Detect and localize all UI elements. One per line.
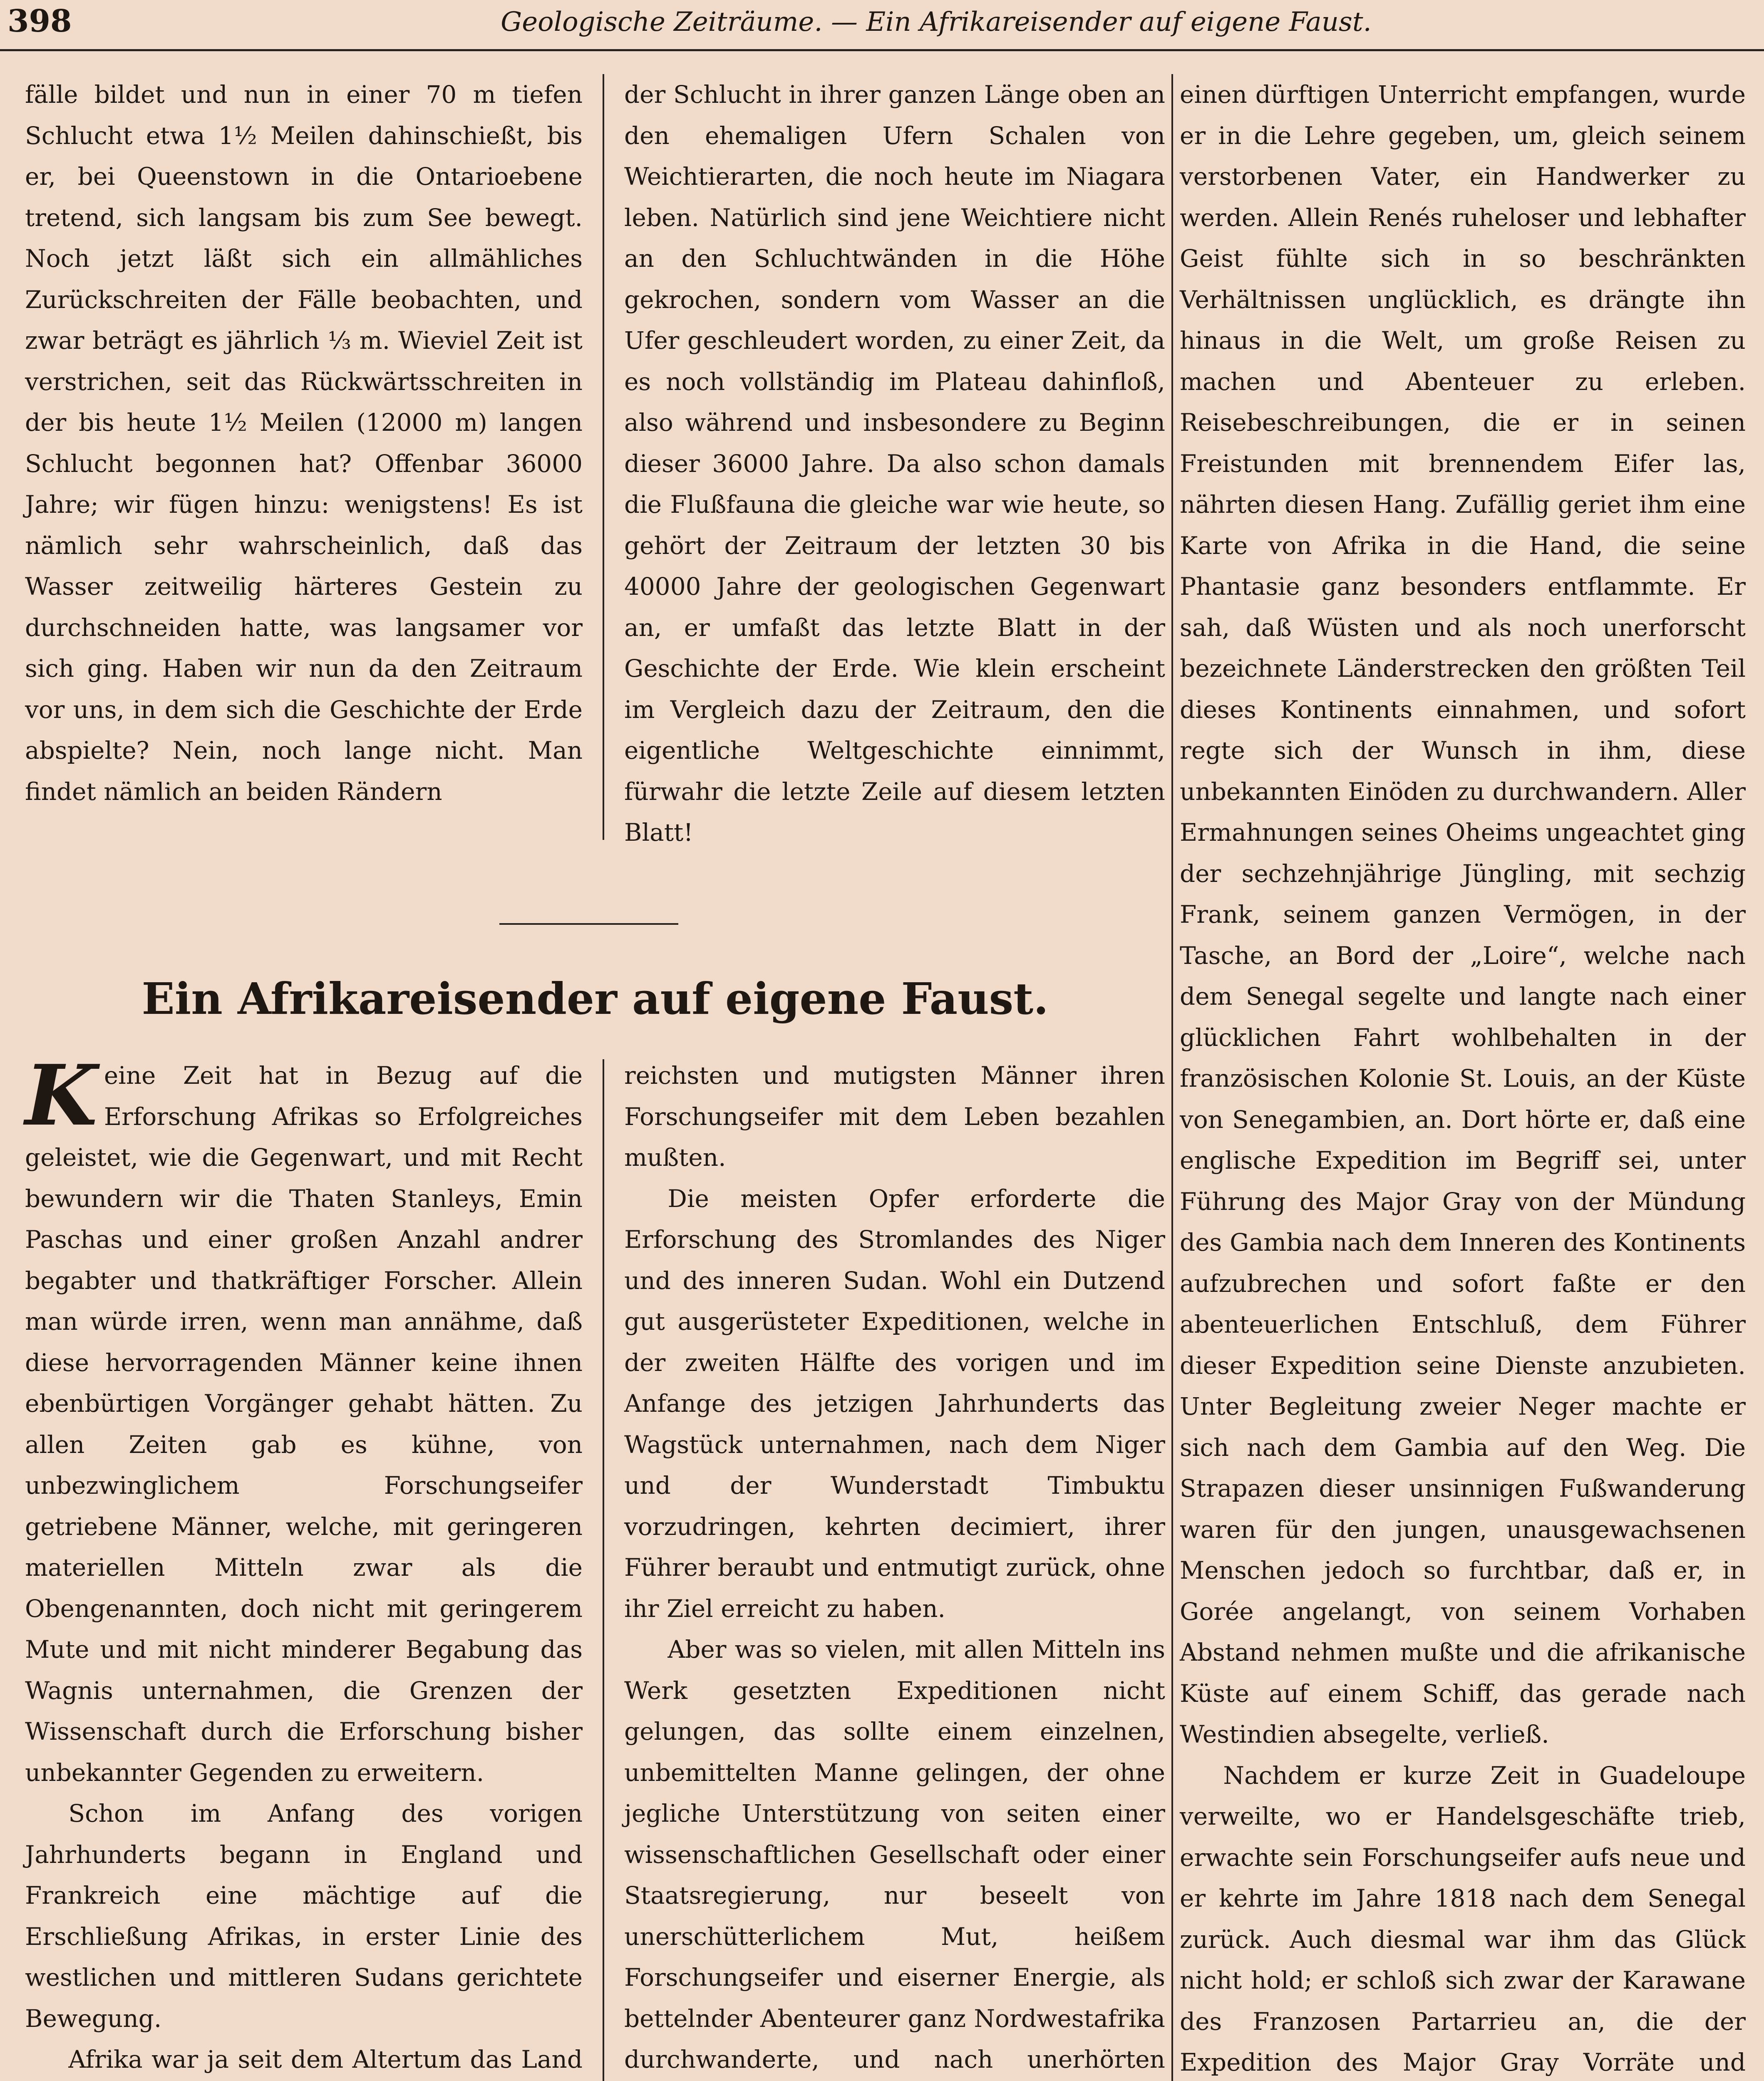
paragraph <box>25 1047 583 1793</box>
previous-article-column-2 <box>624 74 1165 847</box>
previous-article-column-1 <box>25 74 583 846</box>
paragraph: der Schlucht in ihrer ganzen Länge oben an den ehemaligen Ufern Schalen von Weichtierarten, die noch heute im Niagara leben. Natürlich sind jene Weichtiere nicht an den Schluchtwänden in die Höhe gekrochen, sondern vom Wasser an die Ufer geschleudert worden, zu einer Zeit, da es noch vollständig im Plateau dahinfloß, also während und insbesondere zu Beginn dieser 36000 Jahre. Da also schon damals die Flußfauna die gleiche war wie heute, so gehört der Zeitraum der letzten 30 bis 40000 Jahre der geologischen Gegenwart an, er umfaßt das letzte Blatt in der Geschichte der Erde. Wie klein erscheint im Vergleich dazu der Zeitraum, den die eigentliche Weltgeschichte einnimmt, fürwahr die letzte Zeile auf diesem letzten Blatt! <box>624 80 1165 847</box>
page-number: 398 <box>7 3 72 39</box>
paragraph: Die meisten Opfer erforderte die Erforschung des Stromlandes des Niger und des inneren Sudan. Wohl ein Dutzend gut ausgerüsteter Expeditionen, welche in der zweiten Hälfte des vorigen und im Anfange des jetzigen Jahrhunderts das Wagstück unternahmen, nach dem Niger und der Wunderstadt Timbuktu vorzudringen, kehrten decimiert, ihrer Führer beraubt und entmutigt zurück, ohne ihr Ziel erreicht zu haben. <box>624 1184 1165 1623</box>
article-column-3 <box>1180 74 1746 2081</box>
column-rule <box>1171 74 1173 2081</box>
running-title: Geologische Zeiträume. — Ein Afrikareisender auf eigene Faust. <box>501 7 1372 37</box>
paragraph: Afrika war ja seit dem Altertum das Land <box>68 2045 583 2074</box>
article-column-1 <box>25 1047 583 2081</box>
drop-cap: K <box>25 1047 97 1145</box>
paragraph: fälle bildet und nun in einer 70 m tiefen Schlucht etwa 1½ Meilen dahinschießt, bis er, bei Queenstown in die Ontarioebene tretend, sich langsam bis zum See bewegt. Noch jetzt läßt sich ein allmähliches Zurückschreiten der Fälle beobachten, und zwar beträgt es jährlich ⅓ m. Wieviel Zeit ist verstrichen, seit das Rückwärtsschreiten in der bis heute 1½ Meilen (12000 m) langen Schlucht begonnen hat? Offenbar 36000 Jahre; wir fügen hinzu: wenigstens! Es ist nämlich sehr wahrscheinlich, daß das Wasser zeitweilig härteres Gestein zu durchschneiden hatte, was langsamer vor sich ging. Haben wir nun da den Zeitraum vor uns, in dem sich die Geschichte der Erde abspielte? Nein, noch lange nicht. Man findet nämlich an beiden Rändern <box>25 80 583 806</box>
article-column-2 <box>624 1055 1165 2081</box>
page-header <box>0 0 1764 54</box>
header-rule <box>0 49 1764 51</box>
paragraph: Aber was so vielen, mit allen Mitteln ins Werk gesetzten Expeditionen nicht gelungen, das sollte einem einzelnen, unbemittelten Manne gelingen, der ohne jegliche Unterstützung von seiten einer wissenschaftlichen Gesellschaft oder einer Staatsregierung, nur beseelt von unerschütterlichem Mut, heißem Forschungseifer und eiserner Energie, als bettelnder Abenteurer ganz Nordwestafrika durchwanderte, und nach unerhörten <box>624 1635 1165 2074</box>
paragraph: reichsten und mutigsten Männer ihren Forschungseifer mit dem Leben bezahlen mußten. <box>624 1061 1165 1172</box>
article-title: Ein Afrikareisender auf eigene Faust. <box>141 973 1049 1024</box>
paragraph: einen dürftigen Unterricht empfangen, wurde er in die Lehre gegeben, um, gleich seinem verstorbenen Vater, ein Handwerker zu werden. Allein Renés ruheloser und lebhafter Geist fühlte sich in so beschränkten Verhältnissen unglücklich, es drängte ihn hinaus in die Welt, um große Reisen zu machen und Abenteuer zu erleben. Reisebeschreibungen, die er in seinen Freistunden mit brennendem Eifer las, nährten diesen Hang. Zufällig geriet ihm eine Karte von Afrika in die Hand, die seine Phantasie ganz besonders entflammte. Er sah, daß Wüsten und als noch unerforscht bezeichnete Länderstrecken den größten Teil dieses Kontinents einnahmen, und sofort regte sich der Wunsch in ihm, diese unbekannten Einöden zu durchwandern. Aller Ermahnungen seines Oheims ungeachtet ging der sechzehnjährige Jüngling, mit sechzig Frank, seinem ganzen Vermögen, in der Tasche, an Bord der „Loire“, welche nach dem Senegal segelte und langte nach einer glücklichen Fahrt wohlbehalten in der französischen Kolonie St. Louis, an der Küste von Senegambien, an. Dort hörte er, daß eine englische Expedition im Begriff sei, unter Führung des Major Gray von der Mündung des Gambia nach dem Inneren des Kontinents aufzubrechen und sofort faßte er den abenteuerlichen Entschluß, dem Führer dieser Expedition seine Dienste anzubieten. Unter Begleitung zweier Neger machte er sich nach dem Gambia auf den Weg. Die Strapazen dieser unsinnigen Fußwanderung waren für den jungen, unausgewachsenen Menschen jedoch so furchtbar, daß er, in Gorée angelangt, von seinem Vorhaben Abstand nehmen mußte und die afrikanische Küste auf einem Schiff, das gerade nach Westindien absegelte, verließ. <box>1180 80 1746 1748</box>
paragraph-text: eine Zeit hat in Bezug auf die Erforschung Afrikas so Erfolgreiches geleistet, wie die Gegenwart, und mit Recht bewundern wir die Thaten Stanleys, Emin Paschas und einer großen Anzahl andrer begabter und thatkräftiger Forscher. Allein man würde irren, wenn man annähme, daß diese hervorragenden Männer keine ihnen ebenbürtigen Vorgänger gehabt hätten. Zu allen Zeiten gab es kühne, von unbezwinglichem Forschungseifer getriebene Männer, welche, mit geringeren materiellen Mitteln zwar als die Obengenannten, doch nicht mit geringerem Mute und mit nicht minderer Begabung das Wagnis unternahmen, die Grenzen der Wissenschaft durch die Erforschung bisher unbekannter Gegenden zu erweitern. <box>25 1061 583 1787</box>
section-divider <box>499 923 678 925</box>
column-rule <box>603 1059 604 2081</box>
paragraph: Nachdem er kurze Zeit in Guadeloupe verweilte, wo er Handelsgeschäfte trieb, erwachte sein Forschungseifer aufs neue und er kehrte im Jahre 1818 nach dem Senegal zurück. Auch diesmal war ihm das Glück nicht hold; er schloß sich zwar der Karawane des Franzosen Partarrieu an, die der Expedition des Major Gray Vorräte und <box>1180 1761 1746 2076</box>
column-rule <box>603 74 604 840</box>
paragraph: Schon im Anfang des vorigen Jahrhunderts begann in England und Frankreich eine mächtige auf die Erschließung Afrikas, in erster Linie des westlichen und mittleren Sudans gerichtete Bewegung. <box>25 1799 583 2033</box>
